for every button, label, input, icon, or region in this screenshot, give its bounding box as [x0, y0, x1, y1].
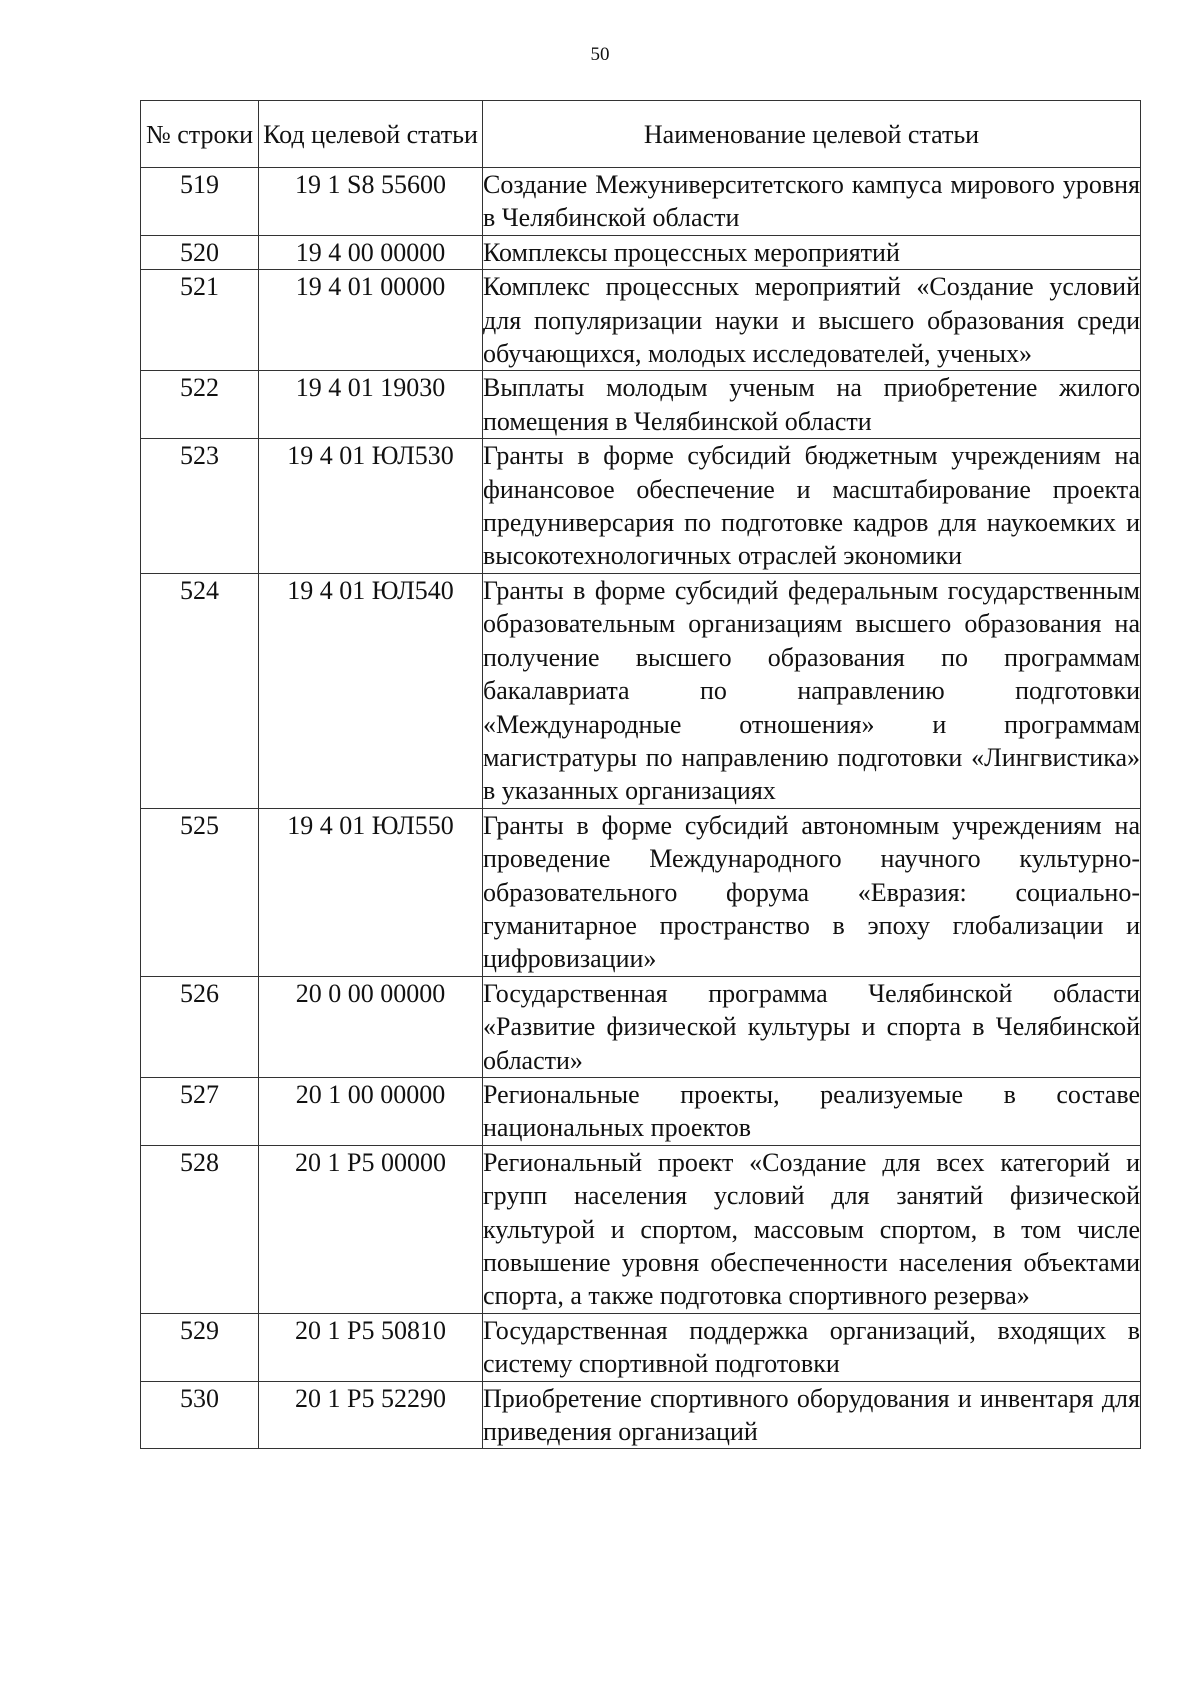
article-code: 19 1 S8 55600	[259, 168, 483, 236]
table-row	[141, 1313, 1141, 1381]
row-number: 529	[141, 1313, 259, 1381]
article-name: Комплексы процессных мероприятий	[483, 235, 1141, 269]
article-name: Создание Межуниверситетского кампуса мирового уровня в Челябинской области	[483, 168, 1141, 236]
row-number: 528	[141, 1145, 259, 1313]
article-name: Гранты в форме субсидий бюджетным учреждениям на финансовое обеспечение и масштабирование проекта предуниверсария по подготовке кадров для наукоемких и высокотехнологичных отраслей экономики	[483, 439, 1141, 574]
article-code: 20 0 00 00000	[259, 976, 483, 1077]
article-code: 20 1 P5 52290	[259, 1381, 483, 1449]
row-number: 520	[141, 235, 259, 269]
target-articles-table	[140, 100, 1141, 1449]
row-number: 519	[141, 168, 259, 236]
table-row	[141, 235, 1141, 269]
table-row	[141, 573, 1141, 808]
table-row	[141, 1381, 1141, 1449]
article-name: Гранты в форме субсидий федеральным государственным образовательным организациям высшего образования на получение высшего образования по программам бакалавриата по направлению подготовки «Международные отношения» и программам магистратуры по направлению подготовки «Лингвистика» в указанных организациях	[483, 573, 1141, 808]
article-name: Приобретение спортивного оборудования и инвентаря для приведения организаций	[483, 1381, 1141, 1449]
article-name: Региональные проекты, реализуемые в составе национальных проектов	[483, 1077, 1141, 1145]
article-code: 19 4 01 00000	[259, 270, 483, 371]
table-row	[141, 808, 1141, 976]
article-name: Гранты в форме субсидий автономным учреждениям на проведение Международного научного культурно-образовательного форума «Евразия: социально-гуманитарное пространство в эпоху глобализации и цифровизации»	[483, 808, 1141, 976]
article-code: 19 4 00 00000	[259, 235, 483, 269]
table-row	[141, 439, 1141, 574]
article-name: Комплекс процессных мероприятий «Создание условий для популяризации науки и высшего образования среди обучающихся, молодых исследователей, ученых»	[483, 270, 1141, 371]
row-number: 530	[141, 1381, 259, 1449]
header-article-name: Наименование целевой статьи	[483, 101, 1141, 168]
article-name: Государственная программа Челябинской области «Развитие физической культуры и спорта в Челябинской области»	[483, 976, 1141, 1077]
article-name: Выплаты молодым ученым на приобретение жилого помещения в Челябинской области	[483, 371, 1141, 439]
article-name: Региональный проект «Создание для всех категорий и групп населения условий для занятий физической культурой и спортом, массовым спортом, в том числе повышение уровня обеспеченности населения объектами спорта, а также подготовка спортивного резерва»	[483, 1145, 1141, 1313]
article-code: 20 1 P5 50810	[259, 1313, 483, 1381]
article-code: 20 1 00 00000	[259, 1077, 483, 1145]
page-number: 50	[590, 44, 610, 65]
row-number: 526	[141, 976, 259, 1077]
row-number: 523	[141, 439, 259, 574]
table-header-row	[141, 101, 1141, 168]
article-code: 19 4 01 ЮЛ530	[259, 439, 483, 574]
table-row	[141, 371, 1141, 439]
row-number: 525	[141, 808, 259, 976]
table-row	[141, 1145, 1141, 1313]
article-code: 20 1 P5 00000	[259, 1145, 483, 1313]
table-row	[141, 976, 1141, 1077]
table-row	[141, 168, 1141, 236]
article-code: 19 4 01 ЮЛ540	[259, 573, 483, 808]
header-row-number: № строки	[141, 101, 259, 168]
article-code: 19 4 01 19030	[259, 371, 483, 439]
table-row	[141, 270, 1141, 371]
row-number: 524	[141, 573, 259, 808]
article-name: Государственная поддержка организаций, входящих в систему спортивной подготовки	[483, 1313, 1141, 1381]
row-number: 522	[141, 371, 259, 439]
table-row	[141, 1077, 1141, 1145]
row-number: 527	[141, 1077, 259, 1145]
article-code: 19 4 01 ЮЛ550	[259, 808, 483, 976]
header-article-code: Код целевой статьи	[259, 101, 483, 168]
row-number: 521	[141, 270, 259, 371]
